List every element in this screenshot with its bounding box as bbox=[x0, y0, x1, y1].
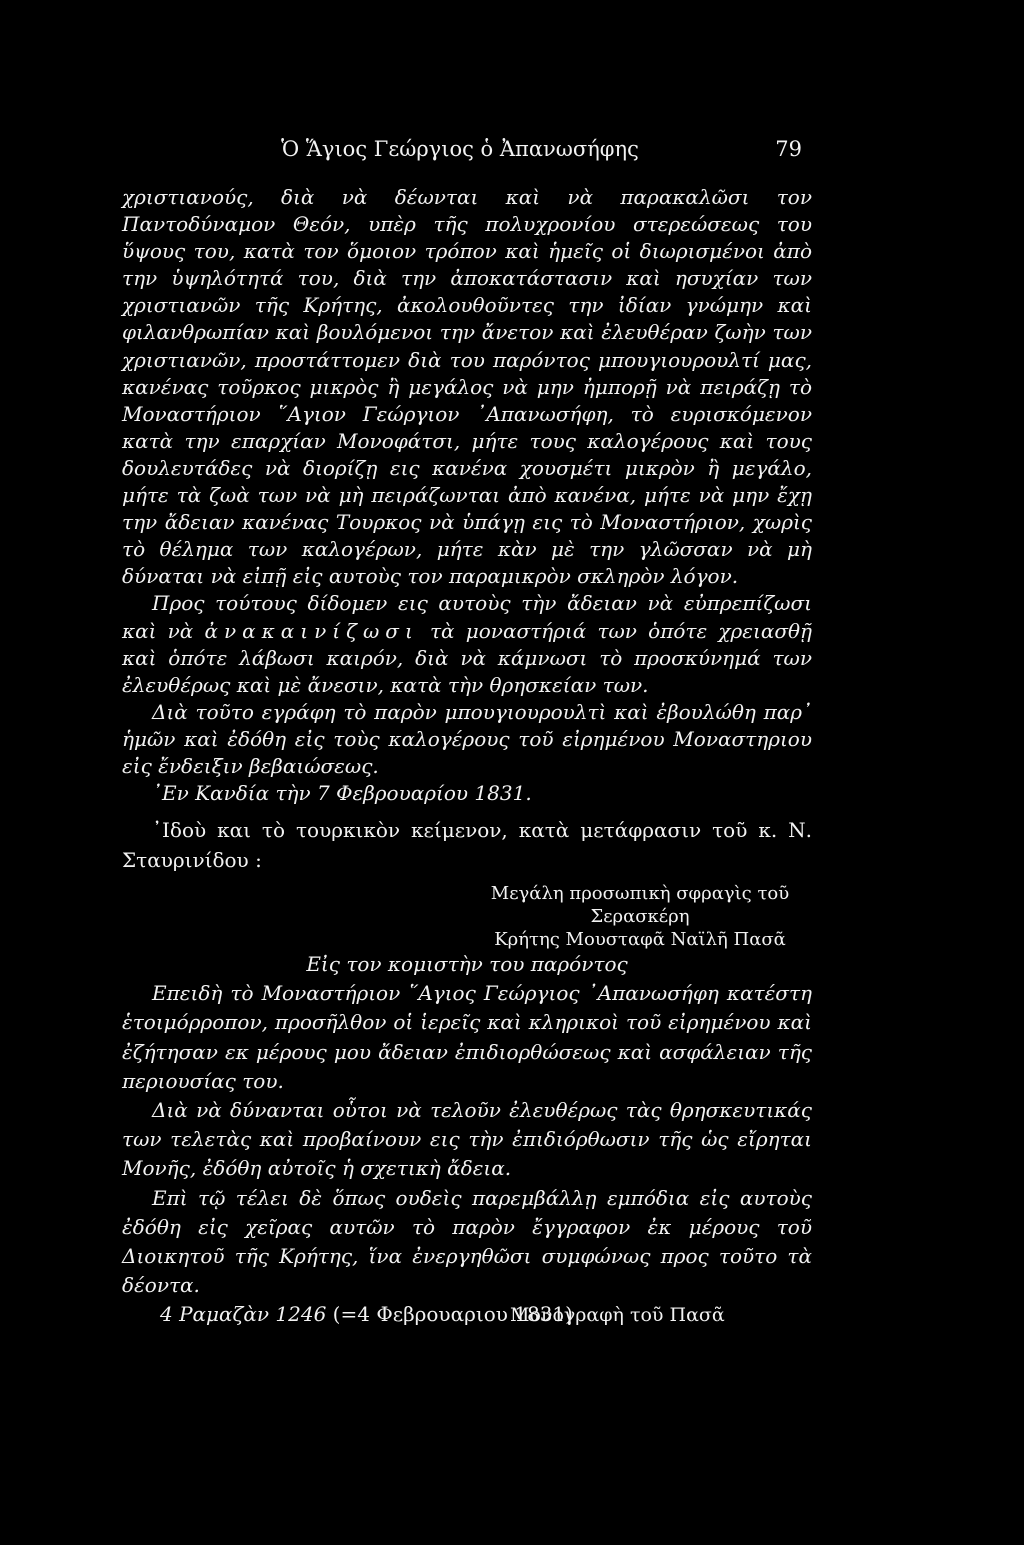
paragraph-1: χριστιανούς, διὰ νὰ δέωνται καὶ νὰ παρακαλῶσι τον Παντοδύναμον Θεόν, υπὲρ τῆς πολυχρονίου στερεώσεως του ὕψους του, κατὰ τον ὅμοιον τρόπον καὶ ἡμεῖς οἱ διωρισμένοι ἀπὸ την ὑψηλότητά του, διὰ την ἀποκατάστασιν καὶ ησυχίαν των χριστιανῶν τῆς Κρήτης, ἀκολουθοῦντες την ἰδίαν γνώμην καὶ φιλανθρωπίαν καὶ βουλόμενοι την ἄνετον καὶ ἐλευθέραν ζωὴν των χριστιανῶν, προστάττομεν διὰ του παρόντος μπουγιουρουλτί μας, κανένας τοῦρκος μικρὸς ἢ μεγάλος νὰ μην ἠμπορῇ νὰ πειράζῃ τὸ Μοναστήριον ῞Αγιον Γεώργιον ᾿Απανωσήφη, τὸ ευρισκόμενον κατὰ την επαρχίαν Μονοφάτσι, μήτε τους καλογέρους καὶ τους δουλευτάδες νὰ διορίζῃ εις κανένα χουσμέτι μικρὸν ἢ μεγάλο, μήτε τὰ ζωὰ των νὰ μὴ πειράζωνται ἀπὸ κανένα, μήτε νὰ μην ἔχῃ την ἄδειαν κανένας Τουρκος νὰ ὑπάγῃ εις τὸ Μοναστήριον, χωρὶς τὸ θέλημα των καλογέρων, μήτε κὰν μὲ την γλῶσσαν νὰ μὴ δύναται νὰ εἰπῇ εἰς αυτοὺς τον παραμικρὸν σκληρὸν λόγον. bbox=[122, 185, 812, 589]
translation-note: ᾿Ιδοὺ και τὸ τουρκικὸν κείμενον, κατὰ μετάφρασιν τοῦ κ. Ν. Σταυρινίδου : bbox=[122, 818, 812, 873]
seal-line-1: Μεγάλη προσωπικὴ σφραγὶς τοῦ Σερασκέρη bbox=[490, 883, 790, 927]
paragraph-2-end: τὰ μοναστήριά των ὁπότε χρειασθῇ καὶ ὁπότε λάβωσι καιρόν, διὰ νὰ κάμνωσι τὸ προσκύνημά των ἐλευθέρως καὶ μὲ ἄνεσιν, κατὰ τὴν θρησκείαν των. bbox=[122, 618, 813, 697]
page-number: 79 bbox=[775, 137, 802, 161]
running-header bbox=[120, 137, 800, 167]
seal-caption bbox=[470, 882, 810, 951]
paragraph-2-start: Προς τούτους δίδομεν εις αυτοὺς τὴν ἄδειαν νὰ εὐπρεπίζωσι καὶ νὰ bbox=[122, 591, 812, 643]
body-text bbox=[122, 184, 812, 875]
translated-text bbox=[122, 950, 812, 1330]
gregorian-date: (=4 Φεβρουαριου 1831) bbox=[326, 1302, 573, 1327]
spaced-word: ἀνακαινίζωσι bbox=[204, 618, 419, 643]
dateline: ᾿Εν Κανδία τὴν 7 Φεβρουαρίου 1831. bbox=[152, 781, 532, 806]
hijri-date: 4 Ραμαζὰν 1246 bbox=[160, 1302, 327, 1327]
translated-paragraph-2: Διὰ νὰ δύνανται οὗτοι νὰ τελοῦν ἐλευθέρως τὰς θρησκευτικάς των τελετὰς καὶ προβαίνουν εις τὴν ἐπιδιόρθωσιν τῆς ὡς εἴρηται Μονῆς, ἐδόθη αὐτοῖς ἡ σχετικὴ ἄδεια. bbox=[122, 1098, 812, 1181]
address-heading: Εἰς τον κομιστὴν του παρόντος bbox=[306, 952, 628, 976]
paragraph-2 bbox=[122, 590, 812, 698]
seal-line-2: Κρήτης Μουσταφᾶ Ναϊλῆ Πασᾶ bbox=[494, 929, 786, 950]
signature: Μονογραφὴ τοῦ Πασᾶ bbox=[510, 1304, 725, 1326]
running-title: Ὁ Ἅγιος Γεώργιος ὁ Ἀπανωσήφης bbox=[281, 137, 639, 161]
translated-paragraph-1: Επειδὴ τὸ Μοναστήριον ῞Αγιος Γεώργιος ᾿Απανωσήφη κατέστη ἑτοιμόρροπον, προσῆλθον οἱ ἱερεῖς καὶ κληρικοὶ τοῦ εἰρημένου καὶ ἐζήτησαν εκ μέρους μου ἄδειαν ἐπιδιορθώσεως καὶ ασφάλειαν τῆς περιουσίας του. bbox=[122, 981, 812, 1093]
paragraph-3: Διὰ τοῦτο εγράφη τὸ παρὸν μπουγιουρουλτὶ καὶ ἐβουλώθη παρ᾽ ἡμῶν καὶ ἐδόθη εἰς τοὺς καλογέρους τοῦ εἰρημένου Μοναστηριου εἰς ἔνδειξιν βεβαιώσεως. bbox=[122, 699, 812, 778]
translated-paragraph-3: Επὶ τῷ τέλει δὲ ὅπως ουδεὶς παρεμβάλλῃ εμπόδια εἰς αυτοὺς ἐδόθη εἰς χεῖρας αυτῶν τὸ παρὸν ἔγγραφον ἐκ μέρους τοῦ Διοικητοῦ τῆς Κρήτης, ἵνα ἐνεργηθῶσι συμφώνως προς τοῦτο τὰ δέοντα. bbox=[122, 1185, 812, 1298]
